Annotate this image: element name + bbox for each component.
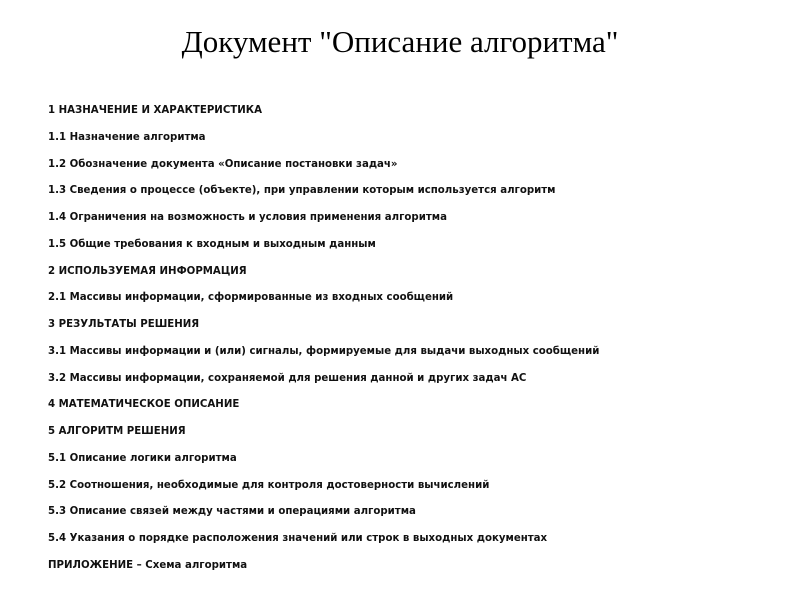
list-item: 2 ИСПОЛЬЗУЕМАЯ ИНФОРМАЦИЯ bbox=[48, 265, 247, 277]
list-item: 3 РЕЗУЛЬТАТЫ РЕШЕНИЯ bbox=[48, 319, 200, 330]
list-item: 1.3 Сведения о процессе (объекте), при управлении которым используется алгоритм bbox=[48, 185, 556, 197]
list-item: 5.1 Описание логики алгоритма bbox=[48, 452, 237, 464]
list-item: 5 АЛГОРИТМ РЕШЕНИЯ bbox=[48, 426, 186, 437]
page-title: Документ "Описание алгоритма" bbox=[181, 24, 619, 59]
list-item: 1 НАЗНАЧЕНИЕ И ХАРАКТЕРИСТИКА bbox=[48, 105, 262, 116]
list-item: 1.5 Общие требования к входным и выходным данным bbox=[48, 238, 376, 250]
list-item: 5.3 Описание связей между частями и операциями алгоритма bbox=[48, 506, 416, 518]
list-item: 5.2 Соотношения, необходимые для контроля достоверности вычислений bbox=[48, 479, 490, 491]
list-item: 1.4 Ограничения на возможность и условия применения алгоритма bbox=[48, 212, 447, 223]
list-item: 3.2 Массивы информации, сохраняемой для решения данной и других задач АС bbox=[48, 372, 527, 384]
list-item: 3.1 Массивы информации и (или) сигналы, формируемые для выдачи выходных сообщений bbox=[48, 345, 600, 357]
list-item: 4 МАТЕМАТИЧЕСКОЕ ОПИСАНИЕ bbox=[48, 399, 240, 411]
list-item: 1.2 Обозначение документа «Описание постановки задач» bbox=[48, 158, 398, 170]
list-item: 1.1 Назначение алгоритма bbox=[48, 131, 206, 143]
list-item: 2.1 Массивы информации, сформированные из входных сообщений bbox=[48, 292, 454, 304]
contents-list bbox=[48, 103, 599, 585]
list-item: 5.4 Указания о порядке расположения значений или строк в выходных документах bbox=[48, 533, 548, 544]
list-item: ПРИЛОЖЕНИЕ – Схема алгоритма bbox=[48, 559, 248, 571]
